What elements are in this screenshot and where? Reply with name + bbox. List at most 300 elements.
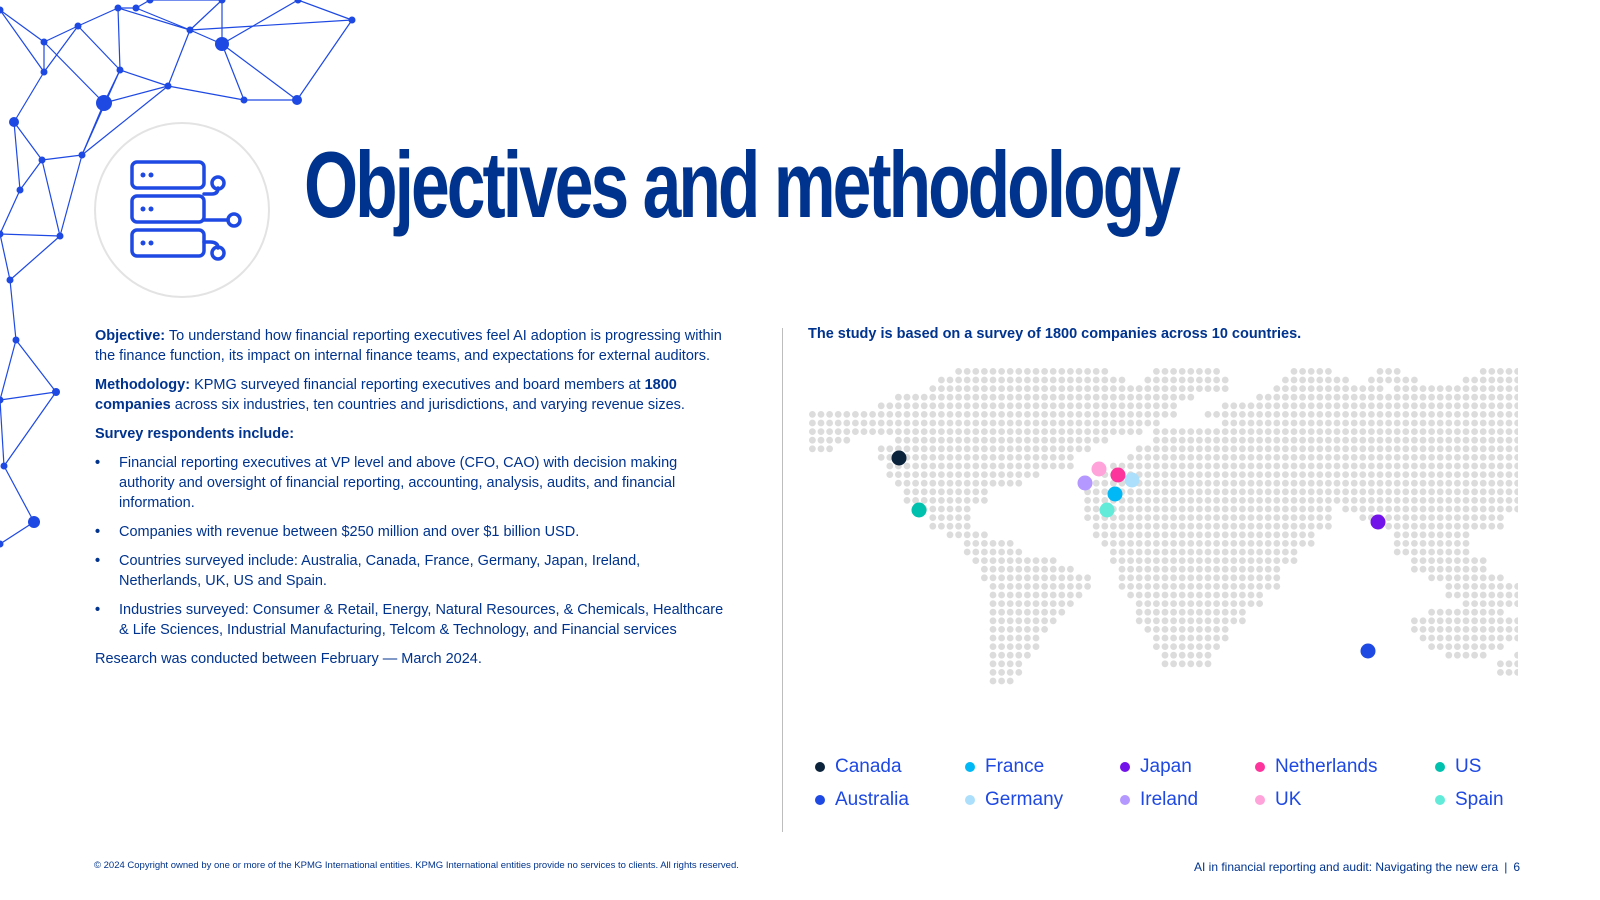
map-dot [1454, 394, 1461, 401]
map-dot [1488, 428, 1495, 435]
map-dot [1230, 480, 1237, 487]
map-dot [1007, 411, 1014, 418]
map-dot [938, 454, 945, 461]
map-dot [947, 445, 954, 452]
map-dot [1488, 600, 1495, 607]
map-dot [1488, 463, 1495, 470]
methodology-highlight: 1800 companies [95, 377, 677, 413]
map-dot [1420, 394, 1427, 401]
map-dot [1076, 583, 1083, 590]
map-dot [1213, 514, 1220, 521]
map-dot [1497, 600, 1504, 607]
map-dot [1351, 445, 1358, 452]
map-dot [1445, 643, 1452, 650]
map-dot [972, 402, 979, 409]
map-dot [1291, 377, 1298, 384]
map-dot [1437, 609, 1444, 616]
map-dot [1144, 411, 1151, 418]
map-dot [1471, 377, 1478, 384]
map-dot [990, 377, 997, 384]
map-dot [1334, 480, 1341, 487]
objectives-text-block [95, 326, 725, 678]
map-dot [1273, 540, 1280, 547]
map-dot [938, 488, 945, 495]
map-dot [1420, 463, 1427, 470]
map-dot [1308, 531, 1315, 538]
map-dot [1377, 463, 1384, 470]
map-dot [1153, 488, 1160, 495]
map-dot [1187, 437, 1194, 444]
map-dot [1480, 471, 1487, 478]
map-dot [955, 428, 962, 435]
map-dot [1506, 506, 1513, 513]
map-dot [886, 411, 893, 418]
map-dot [1334, 445, 1341, 452]
map-dot [1205, 549, 1212, 556]
map-dot [1144, 574, 1151, 581]
network-node [57, 233, 64, 240]
map-dot [1007, 574, 1014, 581]
map-dot [1265, 514, 1272, 521]
map-dot [1058, 368, 1065, 375]
map-dot [1334, 420, 1341, 427]
map-dot [1230, 463, 1237, 470]
map-dot [1179, 463, 1186, 470]
map-dot [1101, 531, 1108, 538]
map-dot [1015, 592, 1022, 599]
map-dot [1248, 557, 1255, 564]
map-dot [1170, 566, 1177, 573]
map-dot [1248, 574, 1255, 581]
legend-item-uk [1255, 789, 1301, 811]
map-dot [1299, 454, 1306, 461]
list-item: • Industries surveyed: Consumer & Retail, Energy, Natural Resources, & Chemicals, Healthcare & Life Sciences, Industrial Manufacturing, Telcom & Technology, and Financial services [95, 600, 725, 640]
map-dot [1368, 385, 1375, 392]
map-dot [1359, 394, 1366, 401]
map-dot [1119, 574, 1126, 581]
map-dot [981, 471, 988, 478]
map-dot [1291, 471, 1298, 478]
map-dot [1402, 428, 1409, 435]
network-node [39, 157, 46, 164]
map-dot [1342, 428, 1349, 435]
map-dot [1316, 514, 1323, 521]
map-dot [1437, 488, 1444, 495]
map-dot [1385, 368, 1392, 375]
network-link [0, 522, 34, 544]
map-dot [1471, 454, 1478, 461]
map-dot [1488, 471, 1495, 478]
map-dot [1230, 600, 1237, 607]
map-dot [1265, 540, 1272, 547]
map-dot [1291, 428, 1298, 435]
map-dot [1299, 445, 1306, 452]
map-dot [1265, 523, 1272, 530]
network-node [117, 67, 124, 74]
map-dot [1402, 514, 1409, 521]
map-dot [1454, 626, 1461, 633]
legend-dot [1120, 762, 1130, 772]
network-link [42, 155, 82, 160]
map-dot [1144, 420, 1151, 427]
map-dot [1196, 377, 1203, 384]
map-dot [1033, 566, 1040, 573]
map-dot [1480, 463, 1487, 470]
map-dot [1050, 385, 1057, 392]
map-dot [1282, 497, 1289, 504]
map-dot [1162, 643, 1169, 650]
network-link [168, 30, 190, 86]
map-dot [1213, 557, 1220, 564]
map-dot [835, 420, 842, 427]
map-dot [1351, 394, 1358, 401]
map-dot [1239, 617, 1246, 624]
map-dot [1308, 428, 1315, 435]
map-dot [1265, 394, 1272, 401]
map-dot [1213, 643, 1220, 650]
map-dot [1222, 437, 1229, 444]
map-dot [1428, 540, 1435, 547]
map-dot [1058, 420, 1065, 427]
map-dot [1480, 557, 1487, 564]
map-dot [826, 428, 833, 435]
map-dot [1239, 566, 1246, 573]
map-dot [1119, 428, 1126, 435]
map-dot [929, 428, 936, 435]
map-dot [1394, 377, 1401, 384]
map-dot [1239, 411, 1246, 418]
map-dot [1256, 411, 1263, 418]
map-dot [1205, 557, 1212, 564]
map-dot [1101, 411, 1108, 418]
map-dot [1454, 497, 1461, 504]
map-dot [1454, 428, 1461, 435]
map-dot [1394, 411, 1401, 418]
map-dot [1187, 643, 1194, 650]
network-node [7, 277, 14, 284]
map-dot [1239, 592, 1246, 599]
map-dot [886, 428, 893, 435]
map-dot [929, 471, 936, 478]
map-dot [1205, 583, 1212, 590]
legend-dot [1255, 762, 1265, 772]
map-dot [1196, 531, 1203, 538]
map-dot [1222, 557, 1229, 564]
map-dot [1076, 377, 1083, 384]
map-dot [1179, 497, 1186, 504]
map-dot [981, 428, 988, 435]
map-dot [1506, 437, 1513, 444]
map-dot [1299, 402, 1306, 409]
map-dot [826, 437, 833, 444]
map-dot [1411, 531, 1418, 538]
map-dot [1325, 394, 1332, 401]
map-dot [1497, 385, 1504, 392]
map-dot [1437, 463, 1444, 470]
map-dot [1196, 617, 1203, 624]
legend-item-netherlands [1255, 756, 1377, 778]
map-dot [947, 394, 954, 401]
map-dot [1265, 506, 1272, 513]
map-dot [1351, 420, 1358, 427]
map-dot [1402, 454, 1409, 461]
map-dot [1471, 428, 1478, 435]
map-dot [1205, 514, 1212, 521]
map-dot [1445, 480, 1452, 487]
map-dot [1506, 402, 1513, 409]
map-dot [1239, 514, 1246, 521]
network-link [298, 0, 352, 20]
map-dot [1222, 506, 1229, 513]
map-dot [1162, 523, 1169, 530]
network-link [136, 8, 190, 30]
map-dot [1007, 394, 1014, 401]
study-summary: The study is based on a survey of 1800 companies across 10 countries. [808, 326, 1302, 342]
map-dot [1445, 617, 1452, 624]
map-dot [1256, 549, 1263, 556]
map-dot [1127, 463, 1134, 470]
map-dot [1015, 557, 1022, 564]
map-dot [1299, 420, 1306, 427]
map-dot [1273, 557, 1280, 564]
map-dot [1119, 377, 1126, 384]
map-dot [895, 480, 902, 487]
map-dot [998, 557, 1005, 564]
map-dot [972, 437, 979, 444]
map-dot [1420, 385, 1427, 392]
map-dot [1308, 385, 1315, 392]
map-dot [1136, 540, 1143, 547]
map-dot [1101, 420, 1108, 427]
map-dot [1299, 488, 1306, 495]
map-dot [1463, 445, 1470, 452]
map-dot [972, 454, 979, 461]
map-dot [1325, 454, 1332, 461]
map-dot [972, 471, 979, 478]
map-dot [1514, 471, 1518, 478]
map-dot [1205, 617, 1212, 624]
map-dot [1334, 394, 1341, 401]
map-dot [1463, 428, 1470, 435]
map-dot [1471, 394, 1478, 401]
map-dot [990, 635, 997, 642]
map-dot [1187, 394, 1194, 401]
map-dot [1015, 463, 1022, 470]
network-link [190, 0, 222, 30]
map-dot [1162, 471, 1169, 478]
map-dot [1119, 540, 1126, 547]
network-link [78, 26, 120, 70]
map-dot [929, 437, 936, 444]
map-dot [1480, 420, 1487, 427]
map-dot [1179, 660, 1186, 667]
map-dot [990, 411, 997, 418]
network-link [44, 26, 78, 42]
map-dot [1050, 420, 1057, 427]
map-dot [1110, 385, 1117, 392]
map-dot [1256, 463, 1263, 470]
map-dot [1471, 445, 1478, 452]
map-dot [1144, 626, 1151, 633]
map-dot [1334, 411, 1341, 418]
map-dot [1041, 402, 1048, 409]
map-dot [981, 377, 988, 384]
list-item: • Countries surveyed include: Australia, Canada, France, Germany, Japan, Ireland, Netherlands, UK, US and Spain. [95, 551, 725, 591]
map-dot [1428, 480, 1435, 487]
map-dot [1067, 566, 1074, 573]
map-dot [1015, 437, 1022, 444]
marker-ireland [1078, 476, 1093, 491]
map-dot [1136, 617, 1143, 624]
map-dot [990, 420, 997, 427]
map-dot [1093, 428, 1100, 435]
map-dot [1213, 385, 1220, 392]
map-dot [1334, 402, 1341, 409]
map-dot [1282, 506, 1289, 513]
map-dot [1136, 506, 1143, 513]
map-dot [1033, 377, 1040, 384]
legend-label: Netherlands [1275, 756, 1378, 777]
map-dot [1196, 635, 1203, 642]
map-dot [1308, 377, 1315, 384]
map-dot [1205, 377, 1212, 384]
map-dot [1153, 600, 1160, 607]
map-dot [1153, 437, 1160, 444]
map-dot [1222, 626, 1229, 633]
map-dot [998, 394, 1005, 401]
map-dot [1067, 463, 1074, 470]
map-dot [1222, 549, 1229, 556]
map-dot [1067, 402, 1074, 409]
map-dot [1316, 454, 1323, 461]
map-dot [990, 437, 997, 444]
map-dot [1282, 540, 1289, 547]
map-dot [1256, 402, 1263, 409]
map-dot [1248, 420, 1255, 427]
map-dot [1480, 394, 1487, 401]
map-dot [955, 385, 962, 392]
map-dot [1273, 463, 1280, 470]
map-dot [1170, 574, 1177, 581]
map-dot [1351, 385, 1358, 392]
research-dates: Research was conducted between February — March 2024. [95, 651, 482, 667]
map-dot [1015, 402, 1022, 409]
map-dot [1239, 437, 1246, 444]
map-dot [1136, 428, 1143, 435]
map-dot [1411, 454, 1418, 461]
map-dot [1101, 402, 1108, 409]
map-dot [1110, 411, 1117, 418]
map-dot [1058, 445, 1065, 452]
map-dot [1144, 514, 1151, 521]
map-dot [1463, 488, 1470, 495]
map-dot [1437, 497, 1444, 504]
map-dot [1033, 583, 1040, 590]
map-dot [1239, 506, 1246, 513]
map-dot [1463, 394, 1470, 401]
map-dot [1050, 454, 1057, 461]
map-dot [1119, 420, 1126, 427]
map-dot [990, 402, 997, 409]
map-dot [990, 566, 997, 573]
map-dot [1093, 411, 1100, 418]
map-dot [904, 428, 911, 435]
map-dot [1067, 420, 1074, 427]
map-dot [1205, 609, 1212, 616]
map-dot [1179, 471, 1186, 478]
legend-label: Spain [1455, 789, 1504, 810]
map-dot [1377, 385, 1384, 392]
map-dot [972, 394, 979, 401]
map-dot [1402, 394, 1409, 401]
map-dot [1471, 600, 1478, 607]
map-dot [1101, 437, 1108, 444]
map-dot [1265, 428, 1272, 435]
map-dot [1463, 377, 1470, 384]
map-dot [1187, 480, 1194, 487]
map-dot [1497, 514, 1504, 521]
map-dot [1213, 471, 1220, 478]
map-dot [1368, 428, 1375, 435]
map-dot [955, 514, 962, 521]
map-dot [1334, 437, 1341, 444]
map-dot [818, 420, 825, 427]
map-dot [1084, 411, 1091, 418]
map-dot [1514, 635, 1518, 642]
map-dot [1411, 385, 1418, 392]
map-dot [1179, 514, 1186, 521]
map-dot [886, 420, 893, 427]
map-dot [1299, 385, 1306, 392]
map-dot [929, 411, 936, 418]
map-dot [1170, 368, 1177, 375]
map-dot [1170, 609, 1177, 616]
map-dot [1162, 411, 1169, 418]
map-dot [1213, 428, 1220, 435]
map-dot [1351, 428, 1358, 435]
map-dot [955, 523, 962, 530]
map-dot [972, 531, 979, 538]
map-dot [1230, 402, 1237, 409]
map-dot [1162, 402, 1169, 409]
map-dot [1222, 566, 1229, 573]
map-dot [1187, 531, 1194, 538]
map-dot [1359, 445, 1366, 452]
map-dot [1196, 523, 1203, 530]
map-dot [1110, 531, 1117, 538]
map-dot [1394, 540, 1401, 547]
map-dot [1506, 394, 1513, 401]
map-dot [1248, 583, 1255, 590]
map-dot [878, 411, 885, 418]
map-dot [1394, 531, 1401, 538]
map-dot [1385, 394, 1392, 401]
map-dot [1445, 428, 1452, 435]
map-dot [1170, 506, 1177, 513]
map-dot [938, 471, 945, 478]
map-dot [1248, 402, 1255, 409]
legend-dot [1435, 795, 1445, 805]
map-dot [1411, 463, 1418, 470]
map-dot [1437, 514, 1444, 521]
map-dot [904, 480, 911, 487]
map-dot [1445, 471, 1452, 478]
map-dot [1187, 523, 1194, 530]
map-dot [1015, 471, 1022, 478]
map-dot [1230, 583, 1237, 590]
map-dot [1445, 402, 1452, 409]
map-dot [809, 428, 816, 435]
